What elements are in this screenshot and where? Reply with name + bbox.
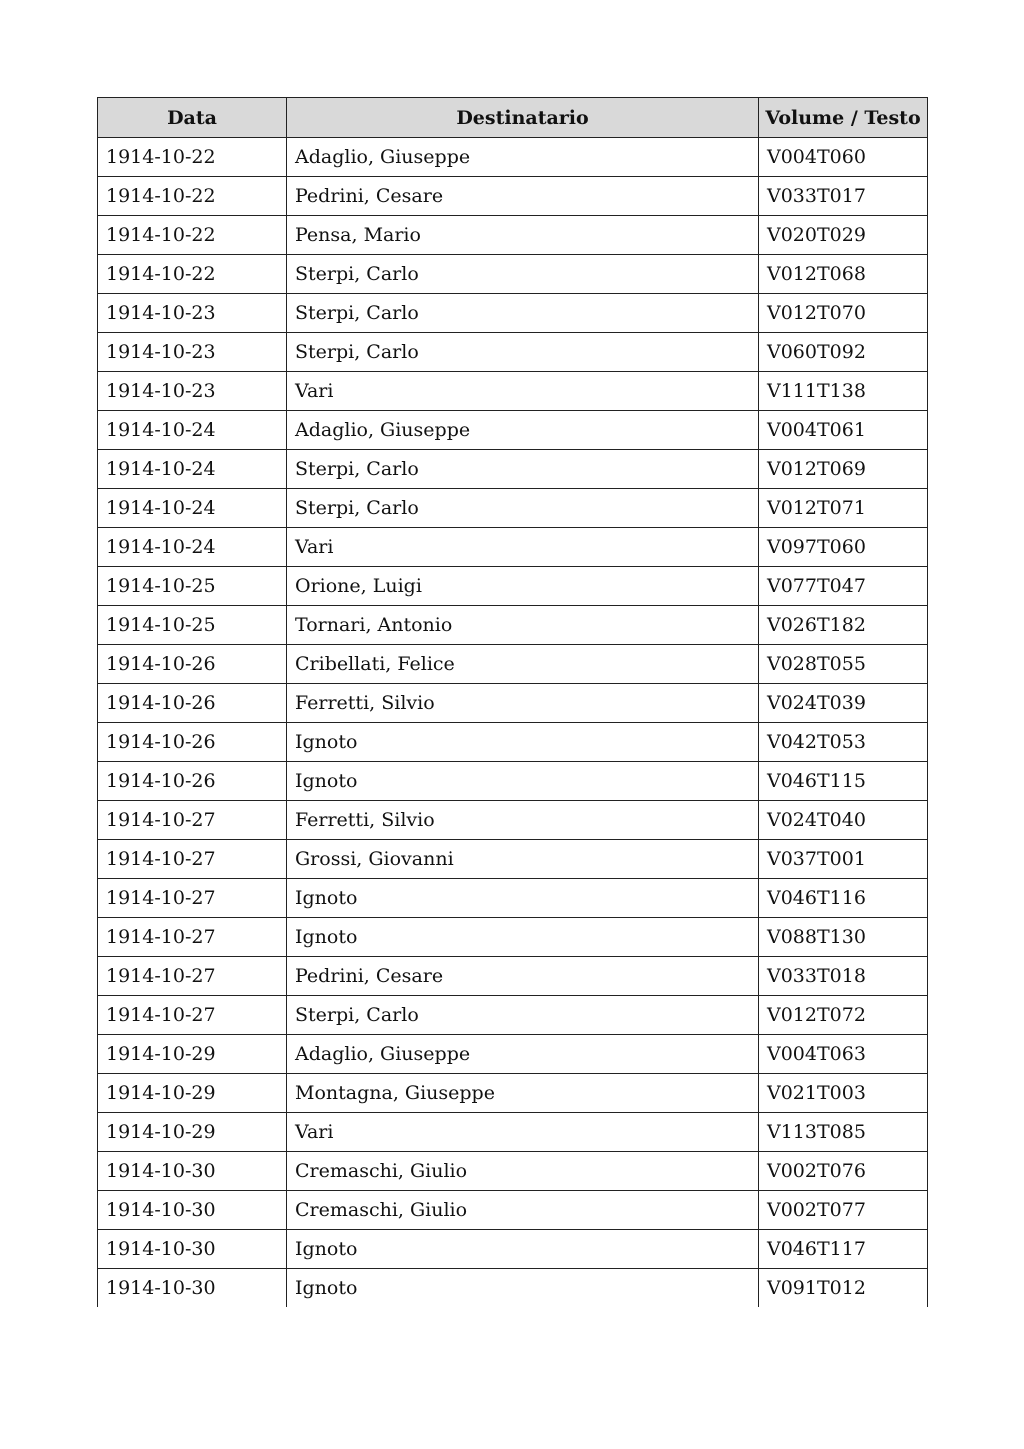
document-page [97,97,927,1307]
cell-recipient: Vari [287,1113,759,1152]
table-row [98,1230,928,1269]
table-row [98,879,928,918]
table-row [98,1074,928,1113]
cell-recipient: Sterpi, Carlo [287,333,759,372]
table-row [98,840,928,879]
cell-recipient: Pensa, Mario [287,216,759,255]
cell-volume-text: V042T053 [759,723,928,762]
table-row [98,567,928,606]
cell-recipient: Sterpi, Carlo [287,996,759,1035]
table-row [98,1269,928,1308]
cell-recipient: Cribellati, Felice [287,645,759,684]
cell-date: 1914-10-26 [98,762,287,801]
cell-date: 1914-10-22 [98,255,287,294]
cell-date: 1914-10-23 [98,372,287,411]
table-row [98,1035,928,1074]
cell-recipient: Montagna, Giuseppe [287,1074,759,1113]
cell-recipient: Ferretti, Silvio [287,801,759,840]
cell-recipient: Pedrini, Cesare [287,957,759,996]
cell-volume-text: V091T012 [759,1269,928,1308]
header-volume-text: Volume / Testo [759,98,928,138]
header-date: Data [98,98,287,138]
cell-volume-text: V024T039 [759,684,928,723]
cell-recipient: Adaglio, Giuseppe [287,411,759,450]
cell-date: 1914-10-29 [98,1035,287,1074]
cell-recipient: Cremaschi, Giulio [287,1152,759,1191]
table-row [98,1152,928,1191]
header-recipient: Destinatario [287,98,759,138]
cell-date: 1914-10-30 [98,1191,287,1230]
cell-recipient: Grossi, Giovanni [287,840,759,879]
cell-recipient: Sterpi, Carlo [287,255,759,294]
table-row [98,216,928,255]
cell-date: 1914-10-29 [98,1113,287,1152]
cell-recipient: Ignoto [287,918,759,957]
letters-table [97,97,928,1307]
cell-date: 1914-10-27 [98,957,287,996]
table-row [98,138,928,177]
table-row [98,957,928,996]
cell-volume-text: V113T085 [759,1113,928,1152]
cell-recipient: Ignoto [287,723,759,762]
cell-date: 1914-10-23 [98,294,287,333]
cell-volume-text: V033T018 [759,957,928,996]
cell-volume-text: V060T092 [759,333,928,372]
cell-volume-text: V046T116 [759,879,928,918]
cell-recipient: Adaglio, Giuseppe [287,1035,759,1074]
cell-volume-text: V012T068 [759,255,928,294]
cell-date: 1914-10-29 [98,1074,287,1113]
cell-date: 1914-10-24 [98,528,287,567]
cell-volume-text: V012T071 [759,489,928,528]
cell-date: 1914-10-22 [98,177,287,216]
cell-recipient: Tornari, Antonio [287,606,759,645]
table-row [98,489,928,528]
cell-volume-text: V026T182 [759,606,928,645]
cell-date: 1914-10-30 [98,1230,287,1269]
cell-recipient: Ferretti, Silvio [287,684,759,723]
cell-date: 1914-10-27 [98,840,287,879]
cell-volume-text: V012T072 [759,996,928,1035]
table-row [98,684,928,723]
table-body [98,138,928,1308]
cell-volume-text: V024T040 [759,801,928,840]
cell-volume-text: V037T001 [759,840,928,879]
table-row [98,528,928,567]
table-row [98,294,928,333]
cell-recipient: Adaglio, Giuseppe [287,138,759,177]
cell-recipient: Pedrini, Cesare [287,177,759,216]
cell-volume-text: V111T138 [759,372,928,411]
table-row [98,606,928,645]
cell-volume-text: V088T130 [759,918,928,957]
cell-volume-text: V004T060 [759,138,928,177]
cell-date: 1914-10-22 [98,138,287,177]
cell-date: 1914-10-27 [98,996,287,1035]
table-row [98,1191,928,1230]
cell-date: 1914-10-27 [98,801,287,840]
table-row [98,450,928,489]
cell-date: 1914-10-27 [98,879,287,918]
cell-recipient: Ignoto [287,879,759,918]
cell-volume-text: V004T061 [759,411,928,450]
cell-recipient: Ignoto [287,1230,759,1269]
table-row [98,645,928,684]
cell-volume-text: V046T117 [759,1230,928,1269]
cell-date: 1914-10-25 [98,567,287,606]
table-header-row [98,98,928,138]
cell-volume-text: V012T070 [759,294,928,333]
cell-volume-text: V002T077 [759,1191,928,1230]
cell-recipient: Sterpi, Carlo [287,489,759,528]
cell-recipient: Ignoto [287,1269,759,1308]
table-row [98,411,928,450]
cell-volume-text: V020T029 [759,216,928,255]
cell-volume-text: V077T047 [759,567,928,606]
cell-date: 1914-10-30 [98,1152,287,1191]
cell-volume-text: V033T017 [759,177,928,216]
cell-recipient: Vari [287,372,759,411]
table-row [98,177,928,216]
cell-date: 1914-10-26 [98,645,287,684]
cell-volume-text: V097T060 [759,528,928,567]
table-row [98,996,928,1035]
cell-date: 1914-10-25 [98,606,287,645]
cell-date: 1914-10-26 [98,684,287,723]
cell-volume-text: V046T115 [759,762,928,801]
table-row [98,333,928,372]
cell-recipient: Ignoto [287,762,759,801]
table-row [98,723,928,762]
cell-date: 1914-10-24 [98,411,287,450]
cell-volume-text: V021T003 [759,1074,928,1113]
cell-recipient: Sterpi, Carlo [287,450,759,489]
cell-date: 1914-10-26 [98,723,287,762]
cell-recipient: Cremaschi, Giulio [287,1191,759,1230]
cell-recipient: Vari [287,528,759,567]
table-row [98,762,928,801]
cell-date: 1914-10-27 [98,918,287,957]
cell-date: 1914-10-24 [98,489,287,528]
cell-date: 1914-10-30 [98,1269,287,1308]
table-row [98,255,928,294]
cell-date: 1914-10-22 [98,216,287,255]
table-row [98,1113,928,1152]
cell-recipient: Orione, Luigi [287,567,759,606]
cell-recipient: Sterpi, Carlo [287,294,759,333]
cell-volume-text: V028T055 [759,645,928,684]
cell-date: 1914-10-24 [98,450,287,489]
table-row [98,918,928,957]
cell-date: 1914-10-23 [98,333,287,372]
cell-volume-text: V012T069 [759,450,928,489]
cell-volume-text: V002T076 [759,1152,928,1191]
cell-volume-text: V004T063 [759,1035,928,1074]
table-row [98,372,928,411]
table-row [98,801,928,840]
